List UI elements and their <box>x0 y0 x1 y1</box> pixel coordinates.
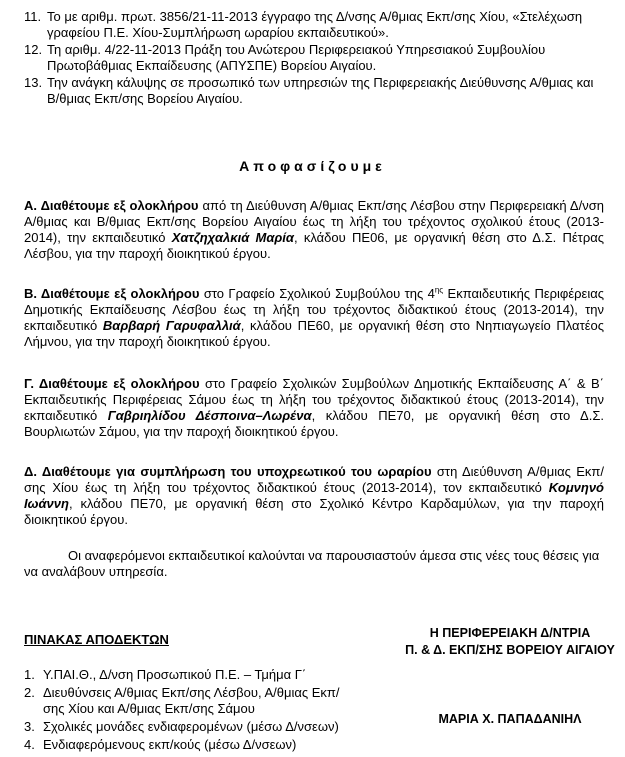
decision-text: , κλάδου ΠΕ70, με οργανική θέση στο Δ.Σ. Βουρλιωτών Σάμου, για την παροχή διοικητικού έργου. <box>24 408 604 439</box>
consideration-item <box>0 9 600 41</box>
distribution-list <box>0 667 360 755</box>
consideration-item <box>0 42 600 74</box>
item-text: Σχολικές μονάδες ενδιαφερομένων (μέσω Δ/νσεων) <box>43 719 339 734</box>
decision-text: , κλάδου ΠΕ06, με οργανική θέση στο Δ.Σ. Πέτρας Λέσβου, για την παροχή διοικητικού έργου. <box>24 230 604 261</box>
decision-text: στο Γραφείο Σχολικού Συμβούλου της 4 <box>199 286 435 301</box>
item-text: Διευθύνσεις Α/θμιας Εκπ/σης Λέσβου, Α/θμιας Εκπ/σης Χίου και Α/θμιας Εκπ/σης Σάμου <box>43 685 340 716</box>
item-number: 12. <box>24 42 43 57</box>
decision-lead: Α. Διαθέτουμε εξ ολοκλήρου <box>24 198 199 213</box>
teacher-name: Χατζηχαλκιά Μαρία <box>171 230 294 245</box>
signature-name: ΜΑΡΙΑ Χ. ΠΑΠΑΔΑΝΙΗΛ <box>438 712 582 726</box>
item-text: Την ανάγκη κάλυψης σε προσωπικό των υπηρεσιών της Περιφερειακής Διεύθυνσης Α/θμιας και Β/θμιας Εκπ/σης Βορείου Αιγαίου. <box>47 75 594 106</box>
item-text: Το με αριθμ. πρωτ. 3856/21-11-2013 έγγραφο της Δ/νσης Α/θμιας Εκπ/σης Χίου, «Στελέχωση γραφείου Π.Ε. Χίου-Συμπλήρωση ωραρίου εκπαιδευτικού». <box>47 9 583 40</box>
decision-text: Εκπαιδευτικής Περιφέρειας Δημοτικής Εκπαίδευσης Λέσβου έως τη λήξη του τρέχοντος διδακτικού έτους (2013-2014), την εκπαιδευτικό <box>24 286 604 333</box>
distribution-item <box>0 737 360 753</box>
decision-b <box>24 286 604 350</box>
decision-text: από τη Διεύθυνση Α/θμιας Εκπ/σης Λέσβου στην Περιφερειακή Δ/νση Α/θμιας και Β/θμιας Εκπ/σης Βορείου Αιγαίου έως τη λήξη του τρέχοντος σχολικού έτους (2013-2014), την εκπαιδευτικό <box>24 198 604 245</box>
signature-title: Η ΠΕΡΙΦΕΡΕΙΑΚΗ Δ/ΝΤΡΙΑ <box>429 626 591 640</box>
consideration-item <box>0 75 600 107</box>
decision-lead: Β. Διαθέτουμε εξ ολοκλήρου <box>24 286 200 301</box>
teacher-name: Γαβριηλίδου Δέσποινα–Λωρένα <box>107 408 312 423</box>
decision-lead: Γ. Διαθέτουμε εξ ολοκλήρου <box>24 376 200 391</box>
decision-text: στη Διεύθυνση Α/θμιας Εκπ/σης Χίου έως τη λήξη του τρέχοντος διδακτικού έτους (2013-2014), τον εκπαιδευτικό <box>24 464 604 495</box>
item-text: Ενδιαφερόμενους εκπ/κούς (μέσω Δ/νσεων) <box>43 737 297 752</box>
item-text: Υ.ΠΑΙ.Θ., Δ/νση Προσωπικού Π.Ε. – Τμήμα Γ΄ <box>43 667 307 682</box>
signature-department: Π. & Δ. ΕΚΠ/ΣΗΣ ΒΟΡΕΙΟΥ ΑΙΓΑΙΟΥ <box>405 643 615 657</box>
decision-c <box>24 376 604 440</box>
item-text: Τη αριθμ. 4/22-11-2013 Πράξη του Ανώτερου Περιφερειακού Υπηρεσιακού Συμβουλίου Πρωτοβάθμιας Εκπαίδευσης (ΑΠΥΣΠΕ) Βορείου Αιγαίου. <box>47 42 546 73</box>
item-number: 2. <box>24 685 35 700</box>
item-number: 13. <box>24 75 43 90</box>
distribution-title: ΠΙΝΑΚΑΣ ΑΠΟΔΕΚΤΩΝ <box>24 632 169 647</box>
item-number: 3. <box>24 719 35 734</box>
decision-text: στο Γραφείο Σχολικών Συμβούλων Δημοτικής Εκπαίδευσης Α΄ & Β΄ Εκπαιδευτικής Περιφέρειας Σάμου έως τη λήξη του τρέχοντος διδακτικού έτους (2013-2014), την εκπαιδευτικό <box>24 376 604 423</box>
distribution-item <box>0 685 360 717</box>
decision-text: , κλάδου ΠΕ70, με οργανική θέση στο Σχολικό Κέντρο Καρδαμύλων, για την παροχή διοικητικού έργου. <box>24 496 604 527</box>
decision-text: , κλάδου ΠΕ60, με οργανική θέση στο Νηπιαγωγείο Πλατέος Λήμνου, για την παροχή διοικητικού έργου. <box>24 318 604 349</box>
decision-d <box>24 464 604 528</box>
item-number: 1. <box>24 667 35 682</box>
distribution-item <box>0 667 360 683</box>
closing-paragraph: Οι αναφερόμενοι εκπαιδευτικοί καλούνται να παρουσιαστούν άμεσα στις νέες τους θέσεις για να αναλάβουν υπηρεσία. <box>24 548 600 579</box>
teacher-name: Κομνηνό Ιωάννη <box>24 480 604 511</box>
decision-lead: Δ. Διαθέτουμε για συμπλήρωση του υποχρεωτικού του ωραρίου <box>24 464 432 479</box>
decision-heading: Αποφασίζουμε <box>239 158 386 174</box>
distribution-item <box>0 719 360 735</box>
item-number: 4. <box>24 737 35 752</box>
considerations-list <box>0 9 600 108</box>
teacher-name: Βαρβαρή Γαρυφαλλιά <box>102 318 241 333</box>
decision-a <box>24 198 604 262</box>
item-number: 11. <box>24 9 42 24</box>
ordinal-suffix: ης <box>434 285 444 295</box>
